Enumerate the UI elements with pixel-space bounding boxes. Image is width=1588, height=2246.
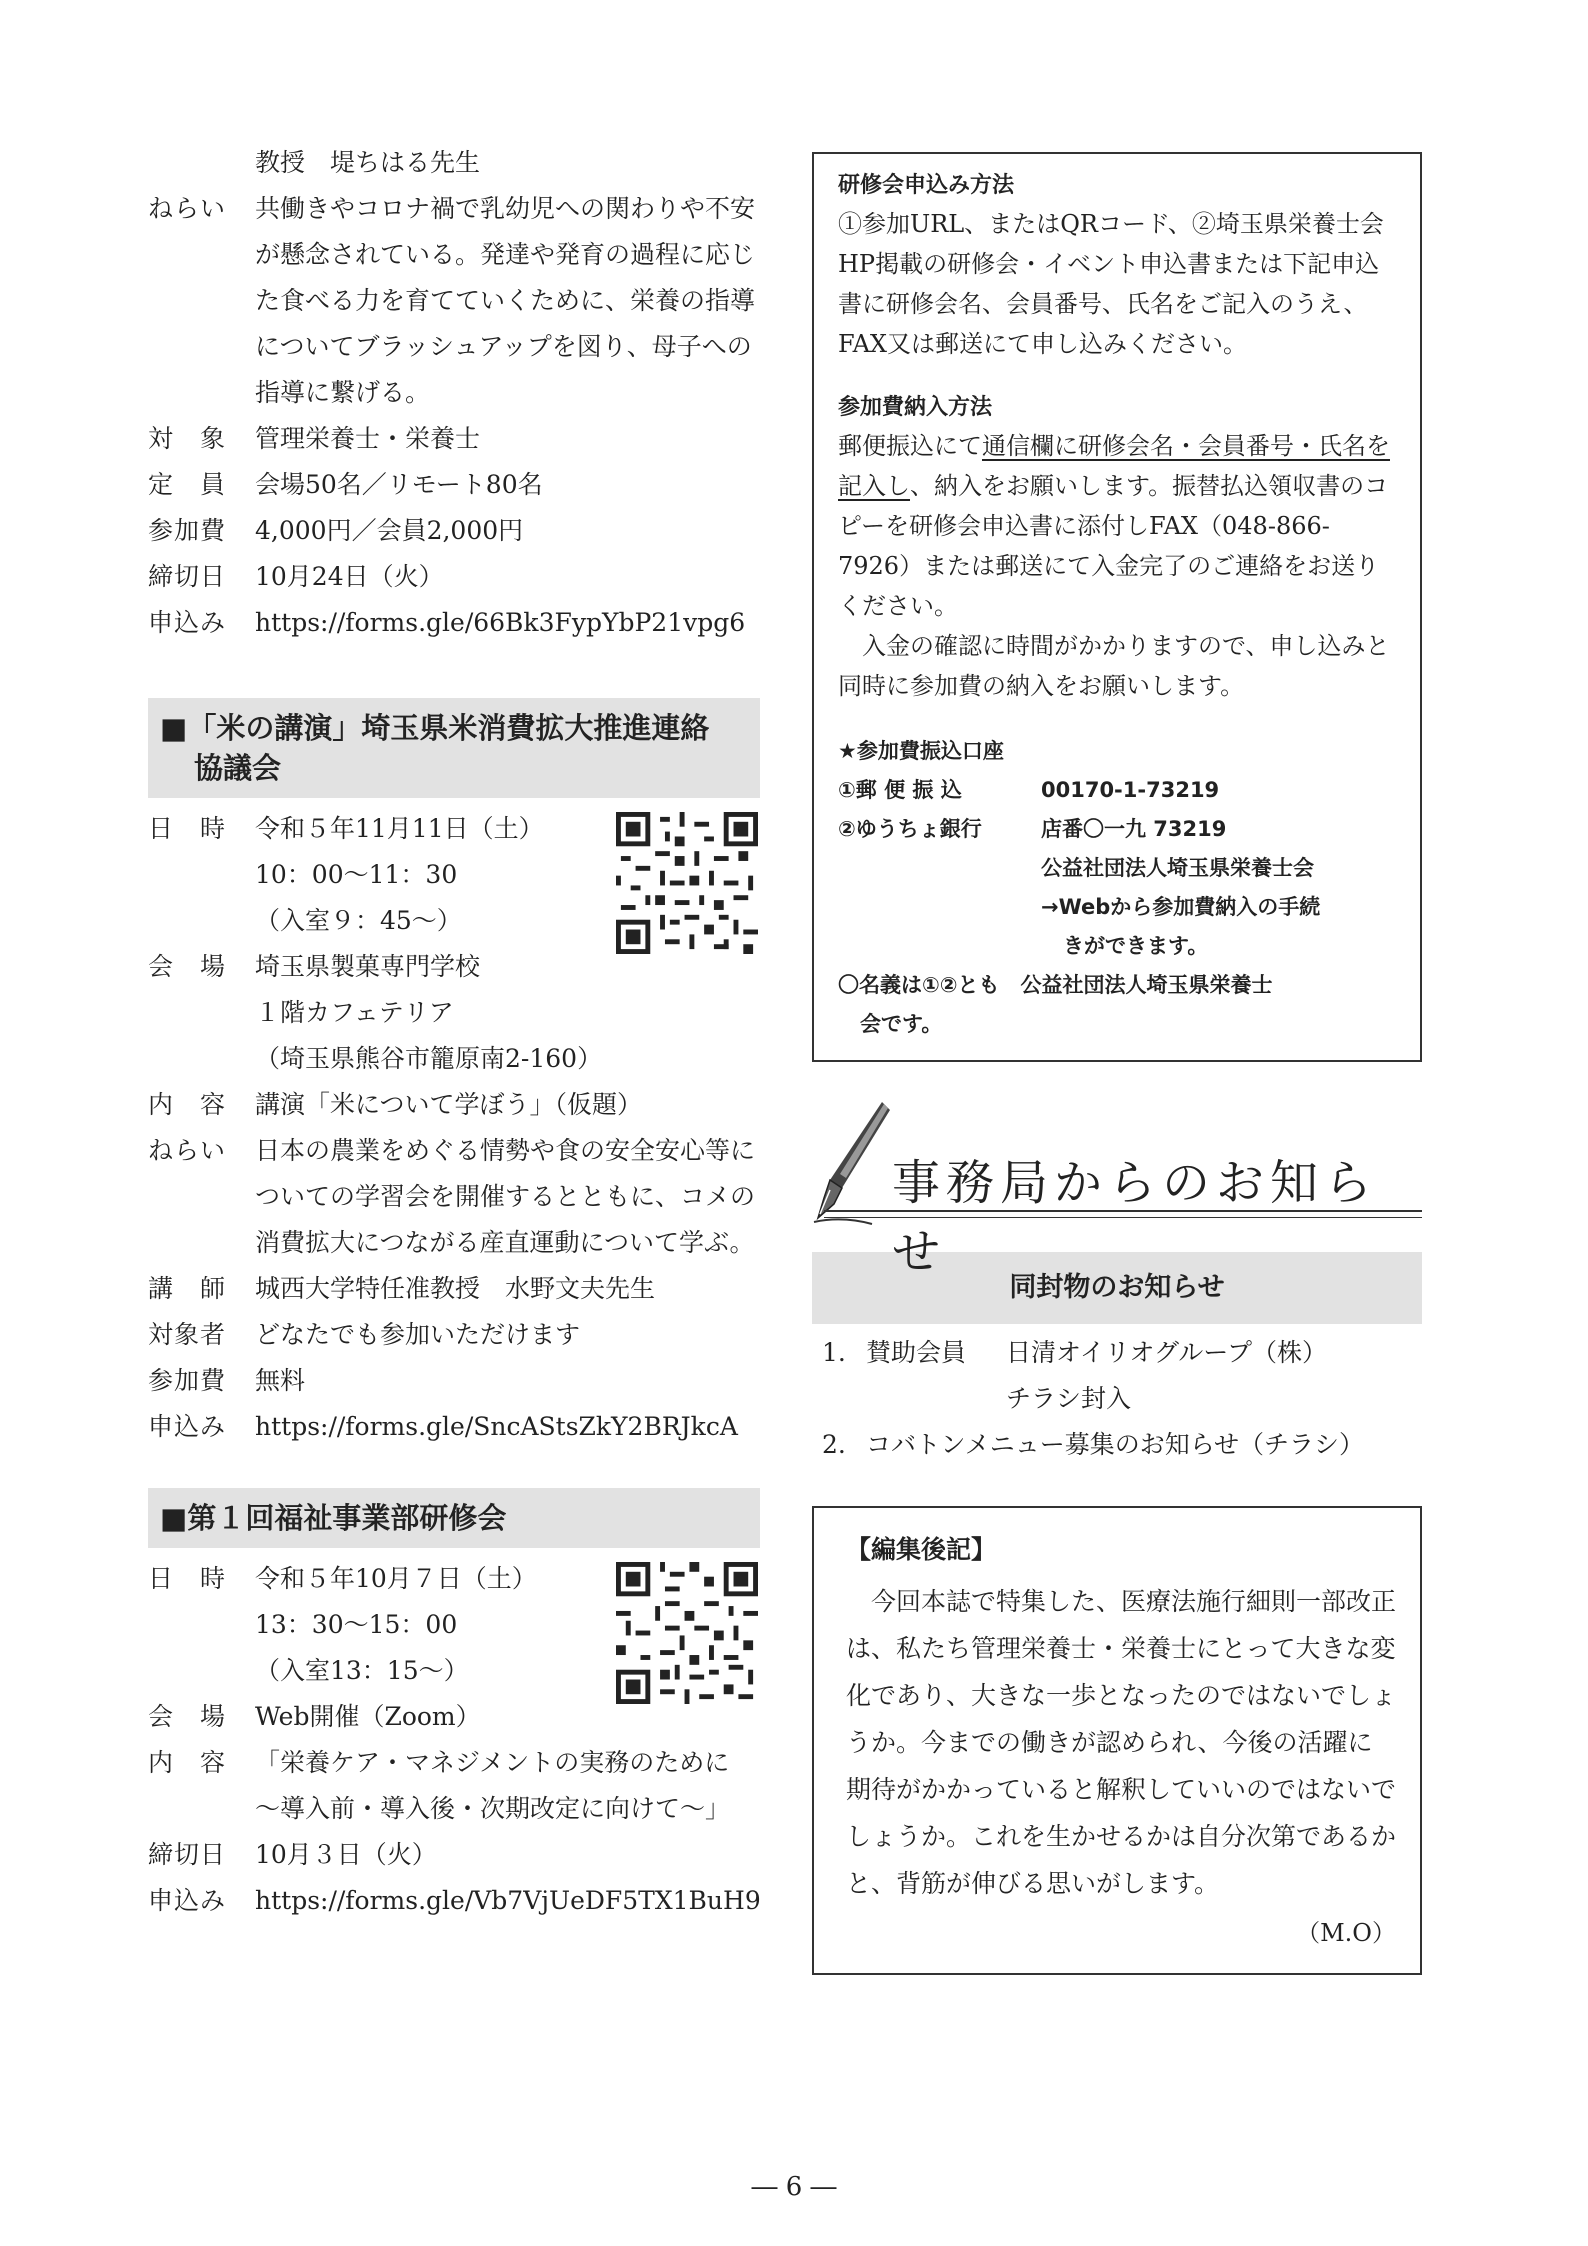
left-column	[148, 140, 760, 1924]
enclosure-item-number: 1.	[822, 1338, 846, 1367]
payment-title: 参加費納入方法	[838, 395, 993, 420]
account-yucho-label: ②ゆうちょ銀行	[838, 817, 982, 841]
qr-code-icon[interactable]	[616, 812, 758, 954]
welfare-content-subtitle: ～導入前・導入後・次期改定に向けて～」	[255, 1794, 731, 1823]
rice-lecture-heading	[148, 698, 760, 798]
welfare-content-row	[148, 1740, 760, 1786]
rice-speaker-row	[148, 1266, 760, 1312]
account-postal-value: 00170-1-73219	[1041, 778, 1220, 802]
enclosure-item-key: 賛助会員	[866, 1338, 967, 1367]
rice-target-label: 対象者	[148, 1320, 227, 1349]
office-notice-header	[812, 1100, 1422, 1280]
enclosure-list	[812, 1330, 1422, 1468]
method-title: 研修会申込み方法	[838, 173, 1015, 198]
account-postal-label: ①郵 便 振 込	[838, 778, 962, 802]
instructor-line: 教授 堤ちはる先生	[255, 148, 481, 177]
target-value: 管理栄養士・栄養士	[255, 424, 481, 453]
deadline-label: 締切日	[148, 562, 227, 591]
account-name-note: 〇名義は①②とも 公益社団法人埼玉県栄養士	[838, 973, 1273, 997]
payment-note: 入金の確認に時間がかかりますので、申し込みと同時に参加費の納入をお願いします。	[838, 632, 1390, 700]
apply-link[interactable]: https://forms.gle/66Bk3FypYbP21vpg6	[255, 608, 746, 637]
rice-target-value: どなたでも参加いただけます	[255, 1320, 581, 1349]
enclosure-item-number: 2.	[822, 1430, 846, 1459]
list-item	[822, 1330, 1422, 1376]
rice-venue-room: １階カフェテリア	[255, 998, 454, 1027]
payment-text-underlined: 通信欄に研修会名・会員番号・氏名を記入し	[838, 432, 1390, 500]
fountain-pen-icon	[812, 1100, 892, 1228]
account-yucho-row	[838, 810, 1400, 849]
office-notice-title: 事務局からのお知らせ	[892, 1155, 1379, 1280]
welfare-date-value: 令和５年10月７日（土）	[255, 1564, 537, 1593]
rice-target-row	[148, 1312, 760, 1358]
welfare-date-label: 日 時	[148, 1564, 227, 1593]
welfare-time: 13：30～15：00	[255, 1610, 458, 1639]
payment-text	[838, 426, 1400, 626]
capacity-row	[148, 462, 760, 508]
welfare-apply-row	[148, 1878, 760, 1924]
web-payment-note-cont: きができます。	[1063, 934, 1209, 958]
account-postal-row	[838, 771, 1400, 810]
deadline-row	[148, 554, 760, 600]
rice-speaker-value: 城西大学特任准教授 水野文夫先生	[255, 1274, 656, 1303]
apply-row	[148, 600, 760, 646]
rice-aim-row	[148, 1128, 760, 1266]
rice-date-label: 日 時	[148, 814, 227, 843]
rice-fee-value: 無料	[255, 1366, 306, 1395]
list-item	[822, 1422, 1422, 1468]
editor-postscript-box	[812, 1506, 1422, 1975]
welfare-deadline-value: 10月３日（火）	[255, 1840, 437, 1869]
rice-fee-row	[148, 1358, 760, 1404]
payment-text-post: 、納入をお願いします。振替払込領収書のコピーを研修会申込書に添付しFAX（048-866-7926）または郵送にて入金完了のご連絡をお送りください。	[838, 472, 1389, 620]
deadline-value: 10月24日（火）	[255, 562, 444, 591]
rice-apply-label: 申込み	[148, 1412, 227, 1441]
application-info-box	[812, 152, 1422, 1062]
welfare-deadline-label: 締切日	[148, 1840, 227, 1869]
account-name-note-cont: 会です。	[860, 1012, 943, 1036]
rice-speaker-label: 講 師	[148, 1274, 227, 1303]
qr-code-icon[interactable]	[616, 1562, 758, 1704]
welfare-venue-value: Web開催（Zoom）	[255, 1702, 481, 1731]
fee-row	[148, 508, 760, 554]
rice-fee-label: 参加費	[148, 1366, 227, 1395]
apply-label: 申込み	[148, 608, 227, 637]
rice-venue-label: 会 場	[148, 952, 227, 981]
right-column	[812, 152, 1422, 1975]
rice-content-label: 内 容	[148, 1090, 227, 1119]
fee-label: 参加費	[148, 516, 227, 545]
rice-apply-link[interactable]: https://forms.gle/SncAStsZkY2BRJkcA	[255, 1412, 738, 1441]
welfare-content-label: 内 容	[148, 1748, 227, 1777]
capacity-label: 定 員	[148, 470, 227, 499]
method-text: ①参加URL、またはQRコード、②埼玉県栄養士会HP掲載の研修会・イベント申込書または下記申込書に研修会名、会員番号、氏名をご記入のうえ、FAX又は郵送にて申し込みください。	[838, 210, 1384, 358]
enclosure-item-sub: チラシ封入	[1006, 1384, 1132, 1413]
web-payment-note: →Webから参加費納入の手続	[1041, 895, 1321, 919]
rice-venue-address: （埼玉県熊谷市籠原南2-160）	[255, 1044, 603, 1073]
enclosure-item-value: 日清オイリオグループ（株）	[1006, 1338, 1328, 1367]
welfare-apply-label: 申込み	[148, 1886, 227, 1915]
target-label: 対 象	[148, 424, 227, 453]
rice-apply-row	[148, 1404, 760, 1450]
welfare-seminar-heading-text: ■第１回福祉事業部研修会	[160, 1501, 507, 1535]
welfare-seminar-heading	[148, 1488, 760, 1548]
editor-signature: （M.O）	[1296, 1919, 1396, 1947]
welfare-venue-label: 会 場	[148, 1702, 227, 1731]
rice-aim-label: ねらい	[148, 1136, 227, 1165]
rice-lecture-section	[148, 806, 760, 1450]
rice-aim-value: 日本の農業をめぐる情勢や食の安全安心等についての学習会を開催するとともに、コメの消費拡大につながる産直運動について学ぶ。	[255, 1136, 756, 1257]
account-title: ★参加費振込口座	[838, 739, 1004, 763]
aim-row	[148, 186, 760, 416]
account-yucho-value: 店番〇一九 73219	[1041, 817, 1227, 841]
fee-value: 4,000円／会員2,000円	[255, 516, 524, 545]
rice-venue-value: 埼玉県製菓専門学校	[255, 952, 481, 981]
account-holder: 公益社団法人埼玉県栄養士会	[1041, 856, 1314, 880]
welfare-content-value: 「栄養ケア・マネジメントの実務のために	[255, 1748, 730, 1777]
rice-content-value: 講演「米について学ぼう」（仮題）	[255, 1090, 643, 1119]
aim-value: 共働きやコロナ禍で乳幼児への関わりや不安が懸念されている。発達や発育の過程に応じた食べる力を育てていくために、栄養の指導についてブラッシュアップを図り、母子への指導に繋げる。	[255, 194, 756, 407]
rice-entry-time: （入室９：45～）	[255, 906, 462, 935]
rice-date-value: 令和５年11月11日（土）	[255, 814, 544, 843]
welfare-seminar-section	[148, 1556, 760, 1924]
enclosure-item-value: コバトンメニュー募集のお知らせ（チラシ）	[866, 1430, 1365, 1459]
rice-content-row	[148, 1082, 760, 1128]
editor-postscript-text: 今回本誌で特集した、医療法施行細則一部改正は、私たち管理栄養士・栄養士にとって大きな変化であり、大きな一歩となったのではないでしょうか。今までの働きが認められ、今後の活躍に期待がかかっていると解釈していいのではないでしょうか。これを生かせるかは自分次第であるかと、背筋が伸びる思いがします。	[846, 1587, 1397, 1898]
page-number: ― 6 ―	[751, 2172, 837, 2202]
rice-lecture-heading-line1: ■「米の講演」埼玉県米消費拡大推進連絡	[160, 711, 710, 745]
rice-lecture-heading-line2: 協議会	[194, 751, 282, 785]
welfare-entry-time: （入室13：15～）	[255, 1656, 469, 1685]
editor-postscript-title: 【編集後記】	[846, 1535, 997, 1564]
welfare-deadline-row	[148, 1832, 760, 1878]
welfare-apply-link[interactable]: https://forms.gle/Vb7VjUeDF5TX1BuH9	[255, 1886, 761, 1915]
enclosure-heading: 同封物のお知らせ	[812, 1252, 1422, 1324]
capacity-value: 会場50名／リモート80名	[255, 470, 543, 499]
payment-text-pre: 郵便振込にて	[838, 432, 982, 460]
target-row	[148, 416, 760, 462]
aim-label: ねらい	[148, 194, 227, 223]
rice-time: 10：00～11：30	[255, 860, 458, 889]
account-info	[838, 732, 1400, 1044]
